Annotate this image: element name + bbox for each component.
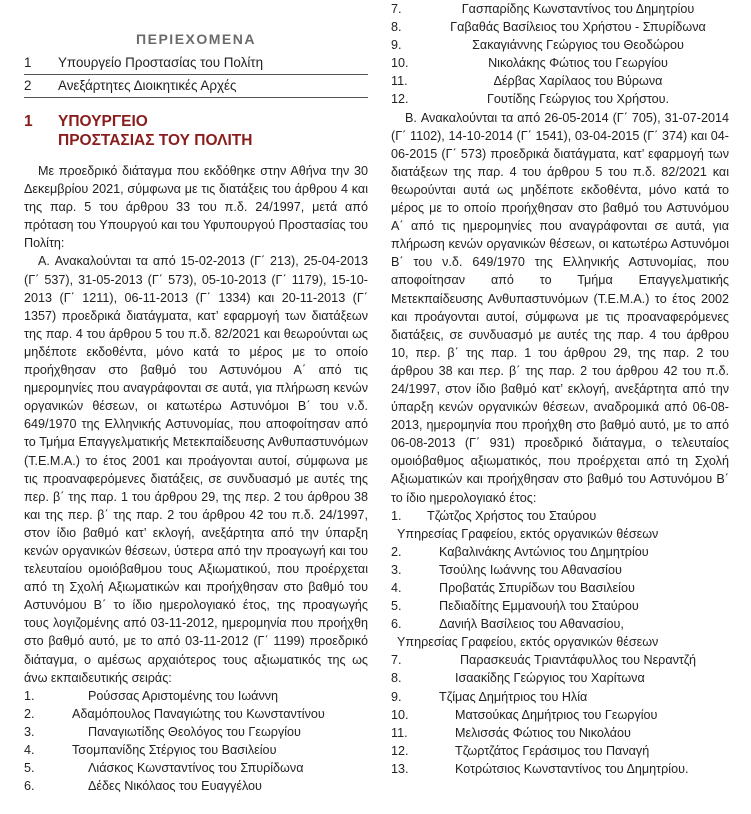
- intro-paragraph: Με προεδρικό διάταγμα που εκδόθηκε στην Αθήνα την 30 Δεκεμβρίου 2021, σύμφωνα με τις διατάξεις του άρθρου 4 και της παρ. 5 του άρθρου 33 του π.δ. 24/1997, μετά από πρόταση του Υπουργού και του Υφυπουργού Προστασίας του Πολίτη:: [24, 164, 368, 251]
- list-item-name: Αδαμόπουλος Παναγιώτης του Κωνσταντίνου: [72, 706, 325, 721]
- list-item-name: Σακαγιάννης Γεώργιος του Θεοδώρου: [472, 38, 684, 53]
- list-item-number: 5.: [24, 761, 35, 776]
- list-item: [24, 741, 368, 759]
- list-item: [391, 18, 729, 36]
- section-heading: [24, 112, 368, 150]
- list-item: [24, 687, 368, 705]
- list-item-name: Παρασκευάς Τριαντάφυλλος του Νεραντζή: [459, 653, 697, 668]
- toc-item-1[interactable]: [24, 52, 368, 75]
- list-item-name: Γουτίδης Γεώργιος του Χρήστου.: [486, 92, 670, 107]
- list-item-name: Τσομπανίδης Στέργιος του Βασιλείου: [72, 743, 277, 757]
- list-item: [24, 777, 368, 795]
- list-item-name: Προβατάς Σπυρίδων του Βασιλείου: [439, 581, 635, 595]
- list-item: [391, 742, 729, 760]
- section-title-line: ΥΠΟΥΡΓΕΙΟ: [58, 113, 148, 130]
- list-item-name: Πεδιαδίτης Εμμανουήλ του Σταύρου: [439, 599, 639, 614]
- list-a-left: [24, 687, 368, 796]
- list-item-number: 1.: [24, 688, 35, 703]
- list-item: [391, 579, 729, 597]
- list-item-number: 11.: [391, 74, 408, 89]
- list-item: [391, 669, 729, 687]
- list-item-number: 13.: [391, 761, 409, 776]
- list-item-number: 4.: [24, 743, 35, 757]
- list-item: [391, 706, 729, 724]
- list-item-name: Δέρβας Χαρίλαος του Βύρωνα: [493, 74, 663, 89]
- list-item: [391, 543, 729, 561]
- list-item-name: Ισαακίδης Γεώργιος του Χαρίτωνα: [455, 671, 645, 686]
- list-item-name: Καβαλινάκης Αντώνιος του Δημητρίου: [439, 544, 649, 559]
- list-item: [391, 724, 729, 742]
- toc-item-label[interactable]: Ανεξάρτητες Διοικητικές Αρχές: [58, 78, 237, 93]
- list-item: [391, 0, 729, 18]
- list-item-number: 3.: [391, 562, 402, 577]
- list-item-name: Δέδες Νικόλαος του Ευαγγέλου: [88, 779, 262, 794]
- list-item-note: Υπηρεσίας Γραφείου, εκτός οργανικών θέσεων: [397, 526, 659, 541]
- list-item-number: 9.: [391, 38, 402, 53]
- list-item: [391, 561, 729, 579]
- list-item-number: 10.: [391, 707, 409, 722]
- list-item-number: 5.: [391, 599, 402, 614]
- list-item-number: 12.: [391, 92, 409, 107]
- list-item: [391, 651, 729, 669]
- list-item-continuation: [391, 525, 729, 543]
- list-item-number: 12.: [391, 743, 409, 758]
- list-item-number: 9.: [391, 689, 402, 704]
- list-item: [391, 507, 729, 525]
- list-item-name: Λιάσκος Κωνσταντίνος του Σπυρίδωνα: [88, 761, 304, 776]
- section-title-line: ΠΡΟΣΤΑΣΙΑΣ ΤΟΥ ΠΟΛΙΤΗ: [58, 132, 253, 149]
- left-column: [24, 0, 368, 795]
- list-item-name: Τζίμας Δημήτριος του Ηλία: [439, 689, 588, 704]
- list-item-number: 8.: [391, 20, 402, 35]
- list-item: [24, 723, 368, 741]
- list-item-name: Μελισσάς Φώτιος του Νικολάου: [455, 725, 631, 740]
- list-item-number: 8.: [391, 671, 402, 686]
- list-item-number: 3.: [24, 724, 35, 739]
- list-item-number: 6.: [391, 617, 402, 632]
- right-column: [391, 0, 729, 778]
- list-a-right: [391, 0, 729, 109]
- list-item: [391, 54, 729, 72]
- list-item-number: 10.: [391, 56, 409, 71]
- toc-item-2[interactable]: [24, 75, 368, 98]
- list-item-number: 2.: [24, 706, 35, 721]
- list-item: [391, 597, 729, 615]
- list-item-name: Τζώτζος Χρήστος του Σταύρου: [427, 508, 597, 523]
- list-item: [391, 36, 729, 54]
- list-item-name: Δανιήλ Βασίλειος του Αθανασίου,: [439, 617, 624, 632]
- list-item: [391, 72, 729, 90]
- list-item-name: Τζωρτζάτος Γεράσιμος του Παναγή: [455, 743, 650, 758]
- list-item-number: 2.: [391, 544, 402, 559]
- list-item-continuation: [391, 633, 729, 651]
- list-item-number: 6.: [24, 779, 35, 794]
- list-item-name: Κοτρώτσιος Κωνσταντίνος του Δημητρίου.: [455, 761, 689, 776]
- list-item: [391, 760, 729, 778]
- list-item-name: Ματσούκας Δημήτριος του Γεωργίου: [455, 707, 658, 722]
- list-item-name: Γασπαρίδης Κωνσταντίνος του Δημητρίου: [461, 2, 695, 16]
- list-item-note: Υπηρεσίας Γραφείου, εκτός οργανικών θέσεων: [397, 635, 659, 650]
- list-item: [24, 759, 368, 777]
- toc-item-number: 1: [24, 55, 32, 70]
- list-item-number: 7.: [391, 653, 402, 668]
- paragraph-a: A. Ανακαλούνται τα από 15-02-2013 (Γ΄ 213), 25-04-2013 (Γ΄ 537), 31-05-2013 (Γ΄ 573), 05-10-2013 (Γ΄ 1179), 15-10-2013 (Γ΄ 1211), 06-11-2013 (Γ΄ 1334) και 20-11-2013 (Γ΄ 1357) προεδρικά διατάγματα, κατ’ εφαρμογή των διατάξεων της παρ. 4 του άρθρου 5 του π.δ. 82/2021 και θεωρούνται ως μηδέποτε εκδοθέντα, μόνο κατά το μέρος με το οποίο προήχθησαν στο βαθμό του Αστυνόμου Α΄ από τις ημερομηνίες που αναγράφονται σε αυτά, για πλήρωση κενών οργανικών θέσεων, οι κατωτέρω Αστυνόμοι Β΄ του ν.δ. 649/1970 της Ελληνικής Αστυνομίας, που αποφοίτησαν από το Τμήμα Επαγγελματικής Μετεκπαίδευσης Ανθυπαστυνόμων (Τ.Ε.Μ.Α.) το έτος 2001 και προάγονται αυτοί, σύμφωνα με τις προαναφερόμενες διατάξεις, σε συνδυασμό με αυτές της περ. β΄ της παρ. 1 του άρθρου 29, της περ. 2 του άρθρου 38 και της περ. β΄ της παρ. 2 του άρθρου 42 του π.δ. 24/1997, στον ίδιο βαθμό κατ’ εκλογή, ανεξάρτητα από την ύπαρξη κενών οργανικών θέσεων, ύστερα από την προαγωγή και του τελευταίου ομοιόβαθμου τους Αξιωματικού, που προέρχεται από τη Σχολή Αξιωματικών και προήχθησαν στο βαθμό του Αστυνόμου Β΄ το ίδιο ημερολογιακό έτος, της προαγωγής τους λογιζομένης από 03-11-2012, ημερομηνία που προήχθη στο βαθμό αυτό, με το από 03-11-2012 (Γ΄ 1199) προεδρικό διάταγμα, ο αμέσως αρχαιότερος τους αξιωματικός της ως άνω εκπαιδευτικής σειράς:: [24, 254, 368, 685]
- list-item-number: 11.: [391, 725, 408, 740]
- toc-item-number: 2: [24, 78, 32, 93]
- list-item: [391, 688, 729, 706]
- list-item-name: Ρούσσας Αριστομένης του Ιωάννη: [88, 688, 279, 703]
- list-item: [24, 705, 368, 723]
- toc-title: ΠΕΡΙΕΧΟΜΕΝΑ: [136, 31, 256, 47]
- list-item: [391, 615, 729, 633]
- list-item-name: Νικολάκης Φώτιος του Γεωργίου: [488, 56, 668, 71]
- toc-item-label[interactable]: Υπουργείο Προστασίας του Πολίτη: [58, 55, 264, 70]
- list-item-number: 4.: [391, 581, 402, 595]
- list-item-name: Τσούλης Ιωάννης του Αθανασίου: [439, 562, 622, 577]
- list-item-name: Γαβαθάς Βασίλειος του Χρήστου - Σπυρίδωνα: [450, 20, 706, 35]
- list-item: [391, 90, 729, 108]
- paragraph-b: B. Ανακαλούνται τα από 26-05-2014 (Γ΄ 705), 31-07-2014 (Γ΄ 1102), 14-10-2014 (Γ΄ 1541), 03-04-2015 (Γ΄ 374) και 04-06-2015 (Γ΄ 573) προεδρικά διατάγματα, κατ’ εφαρμογή των διατάξεων της παρ. 4 του άρθρου 5 του π.δ. 82/2021 και θεωρούνται αυτά ως μηδέποτε εκδοθέντα, μόνο κατά το μέρος με το οποίο προήχθησαν στο βαθμό του Αστυνόμου Α΄ από τις ημερομηνίες που αναγράφονται σε αυτά, για πλήρωση κενών οργανικών θέσεων, οι κατωτέρω Αστυνόμοι Β΄ του ν.δ. 649/1970 της Ελληνικής Αστυνομίας, που αποφοίτησαν από το Τμήμα Επαγγελματικής Μετεκπαίδευσης Ανθυπαστυνόμων (Τ.Ε.Μ.Α.) το έτος 2002 και προάγονται αυτοί, σύμφωνα με τις προαναφερόμενες διατάξεις, σε συνδυασμό με αυτές της παρ. 4 του άρθρου 10, περ. β΄ της παρ. 1 του άρθρου 29, της παρ. 2 του άρθρου 38 και περ. β΄ της παρ. 2 του άρθρου 42 του π.δ. 24/1997, στον ίδιο βαθμό κατ’ εκλογή, ανεξάρτητα από την ύπαρξη κενών οργανικών θέσεων, αναδρομικά από 06-08-2013, ημερομηνία που προήχθη στο βαθμό αυτό, με το από 06-08-2013 (Γ΄ 931) προεδρικό διάταγμα, ο τελευταίος ομοιόβαθμος αξιωματικός, που προέρχεται από τη Σχολή Αξιωματικών και προήχθησαν στο βαθμό του Αστυνόμου Β΄ το ίδιο ημερολογιακό έτος:: [391, 110, 729, 505]
- section-title: [58, 112, 252, 150]
- list-b: [391, 507, 729, 778]
- list-item-number: 1.: [391, 508, 402, 523]
- section-number: 1: [24, 113, 33, 130]
- list-item-number: 7.: [391, 2, 402, 16]
- list-item-name: Παναγιωτίδης Θεολόγος του Γεωργίου: [88, 724, 301, 739]
